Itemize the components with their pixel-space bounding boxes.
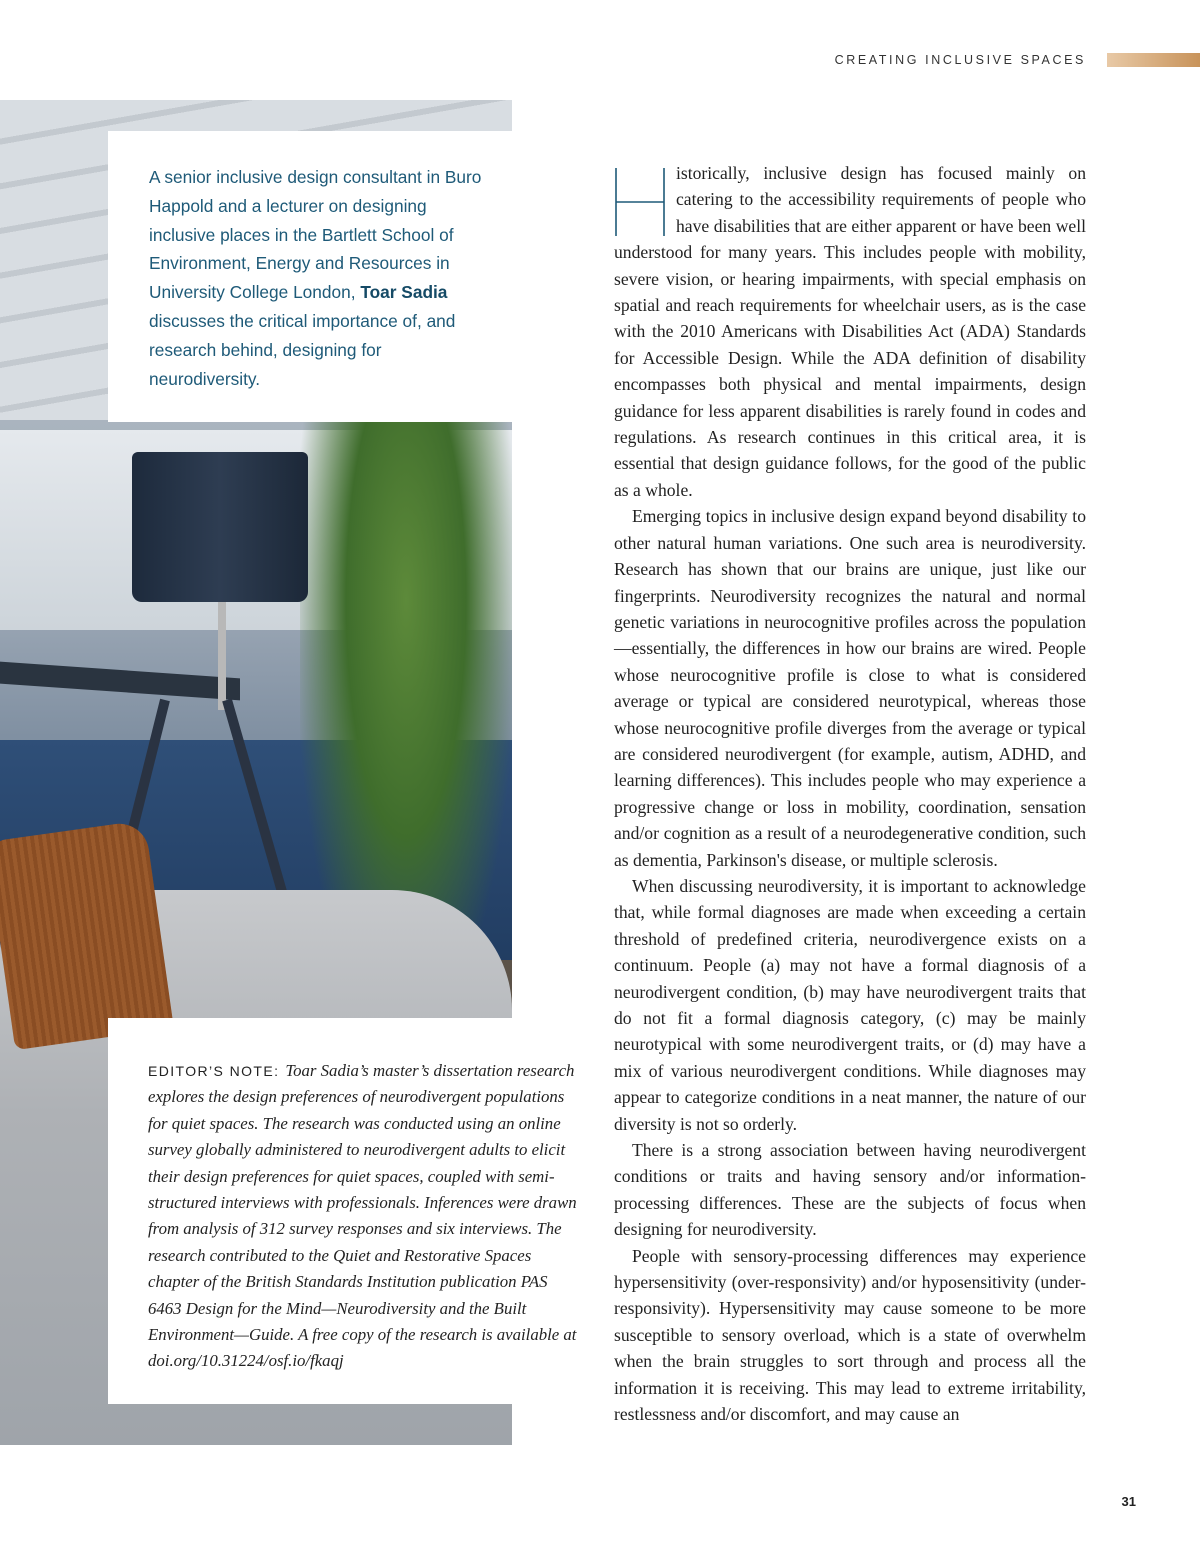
editors-note-text: Toar Sadia’s master’s dissertation research explores the design preferences of neurodivergent populations for quiet spaces. The research was conducted using an online survey globally administered to neurodivergent adults to elicit their design preferences for quiet spaces, coupled with semi-structured interviews with professionals. Inferences were drawn from analysis of 312 survey responses and six interviews. The research contributed to the Quiet and Restorative Spaces chapter of the British Standards Institution publication PAS 6463 Design for the Mind—Neurodiversity and the Built Environment—Guide. A free copy of the research is available at doi.org/10.31224/osf.io/fkaqj bbox=[148, 1061, 577, 1371]
photo-pillow bbox=[0, 820, 174, 1050]
editors-note bbox=[148, 1058, 578, 1375]
page-number: 31 bbox=[1121, 1494, 1136, 1509]
intro-box bbox=[108, 131, 512, 422]
dropcap-h-icon bbox=[614, 168, 666, 236]
editors-note-label: EDITOR’S NOTE: bbox=[148, 1063, 280, 1079]
header-accent-bar bbox=[1107, 53, 1200, 67]
photo-table bbox=[0, 662, 240, 701]
intro-text-before: A senior inclusive design consultant in Buro Happold and a lecturer on designing inclusive places in the Bartlett School of Environment, Energy and Resources in University College London, bbox=[149, 167, 482, 303]
editors-note-box bbox=[108, 1018, 584, 1404]
article-body bbox=[614, 160, 1086, 1428]
author-name: Toar Sadia bbox=[360, 282, 448, 303]
article-paragraph: When discussing neurodiversity, it is important to acknowledge that, while formal diagnoses are made when exceeding a certain threshold of predefined criteria, neurodivergence exists on a continuum. People (a) may not have a formal diagnosis of a neurodivergent condition, (b) may have neurodivergent traits that do not fit a formal diagnosis category, (c) may be mainly neurotypical with some neurodivergent traits, or (d) may have a mix of various neurodivergent conditions. While diagnoses may appear to categorize conditions in a neat manner, the nature of our diversity is not so orderly. bbox=[614, 875, 1086, 1134]
article-paragraph: istorically, inclusive design has focused mainly on catering to the accessibility requirements of people who have disabilities that are either apparent or have been well understood for many years. This includes people with mobility, severe vision, or hearing impairments, with special emphasis on spatial and reach requirements for wheelchair users, as is the case with the 2010 Americans with Disabilities Act (ADA) Standards for Accessible Design. While the ADA definition of disability encompasses both physical and mental impairments, design guidance for less apparent disabilities is rarely found in codes and regulations. As research continues in this critical area, it is essential that design guidance follows, for the good of the public as a whole. bbox=[614, 163, 1086, 500]
article-paragraph: There is a strong association between having neurodivergent conditions or traits and having sensory and/or information-processing differences. These are the subjects of focus when designing for neurodiversity. bbox=[614, 1140, 1086, 1240]
dropcap bbox=[614, 168, 666, 236]
section-header: CREATING INCLUSIVE SPACES bbox=[834, 53, 1086, 67]
photo-lamp-shade bbox=[132, 452, 308, 602]
photo-lamp-pole bbox=[218, 600, 226, 710]
article-paragraph: Emerging topics in inclusive design expand beyond disability to other natural human variations. One such area is neurodiversity. Research has shown that our brains are unique, just like our fingerprints. Neurodiversity recognizes the natural and normal genetic variations in neurocognitive profiles across the population—essentially, the differences in how our brains are wired. People whose neurocognitive profile is close to what is considered average or typical are considered neurotypical, whereas those whose neurocognitive profile diverges from the average or typical are considered neurodivergent (for example, autism, ADHD, and learning differences). This includes people who may experience a progressive change or loss in mobility, coordination, sensation and/or cognition as a result of a neurodegenerative condition, such as dementia, Parkinson's disease, or multiple sclerosis. bbox=[614, 506, 1086, 870]
intro-text-after: discusses the critical importance of, and research behind, designing for neurodiversity. bbox=[149, 310, 456, 389]
intro-text bbox=[149, 163, 489, 393]
article-paragraph: People with sensory-processing differences may experience hypersensitivity (over-responsivity) and/or hyposensitivity (under-responsivity). Hypersensitivity may cause someone to be more susceptible to sensory overload, which is a state of overwhelm when the brain struggles to sort through and process all the information it is receiving. This may lead to extreme irritability, restlessness and/or discomfort, and may cause an bbox=[614, 1245, 1086, 1425]
